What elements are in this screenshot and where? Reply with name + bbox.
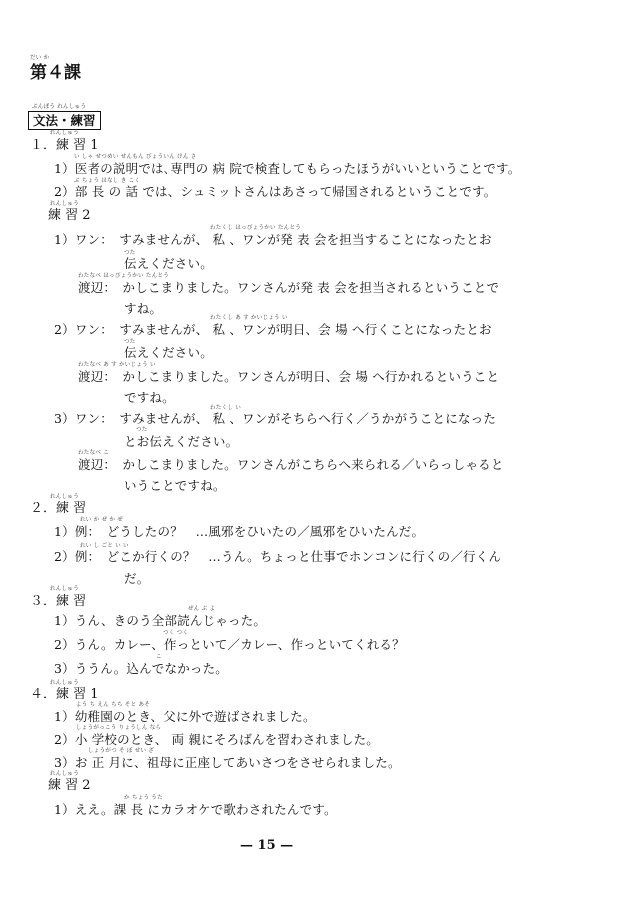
ruby-line: しょうがつ そ ぼ せい ざ (88, 748, 155, 754)
ruby-line: つた (124, 339, 136, 345)
ruby-line: れんしゅう (50, 494, 80, 500)
ruby-line: れい か ぜ か ぜ (80, 517, 123, 523)
dialogue-line: 1）ワン： すみませんが、 私 、ワンが発 表 会を担当することになったとお (54, 232, 492, 247)
exercise-heading: １．練 習 1 (30, 138, 99, 153)
sentence-line: 1）うん、きのう全部読んじゃった。 (54, 613, 267, 628)
dialogue-line: 伝えください。 (124, 345, 213, 360)
ruby-line: わたなべ こ (78, 450, 110, 456)
ruby-line: つく つく (163, 630, 189, 636)
page-number: — 15 — (240, 838, 294, 853)
exercise-heading: ４．練 習 1 (30, 687, 99, 702)
dialogue-line: 渡辺： かしこまりました。ワンさんが発 表 会を担当されるということで (78, 280, 500, 295)
section-ruby: ぶんぽう れんしゅう (32, 104, 87, 110)
exercise-heading: 練 習 2 (48, 778, 91, 793)
ruby-line: ぜん ぶ よ (188, 606, 216, 612)
sentence-line: 2）うん。カレー、作っといて／カレー、作っといてくれる？ (54, 637, 405, 652)
ruby-line: れんしゅう (50, 586, 80, 592)
sentence-line: 3）お 正 月に、祖母に正座してあいさつをさせられました。 (54, 755, 401, 770)
sentence-line: 1）例： どうしたの？ …風邪をひいたの／風邪をひいたんだ。 (54, 524, 425, 539)
dialogue-line: 3）ワン： すみませんが、 私 、ワンがそちらへ行く／うかがうことになった (54, 411, 497, 426)
sentence-line: 1）幼稚園のとき、父に外で遊ばされました。 (54, 709, 316, 724)
dialogue-line: 渡辺： かしこまりました。ワンさんが明日、会 場 へ行かれるということ (78, 369, 500, 384)
sentence-line: だ。 (124, 571, 150, 586)
ruby-line: い しゃ せつめい せんもん びょういん けん さ (74, 154, 197, 160)
sentence-line: 2）例： どこか行くの？ …うん。ちょっと仕事でホンコンに行くの／行くん (54, 549, 502, 564)
ruby-line: つた (124, 250, 136, 256)
dialogue-line: 2）ワン： すみませんが、 私 、ワンが明日、会 場 へ行くことになったとお (54, 322, 492, 337)
sentence-line: 1）医者の説明では､専門の 病 院で検査してもらったほうがいいということです。 (54, 161, 521, 176)
ruby-line: わたくし はっぴょうかい たんとう (210, 225, 302, 231)
exercise-heading: ３．練 習 (30, 594, 87, 609)
ruby-line: ぶ ちょう はなし き こく (74, 178, 141, 184)
sentence-line: 1）ええ。課 長 にカラオケで歌わされたんです。 (54, 802, 337, 817)
dialogue-line: 渡辺： かしこまりました。ワンさんがこちらへ来られる／いらっしゃると (78, 457, 504, 472)
lesson-title-ruby: だい か (30, 55, 50, 61)
dialogue-line: とお伝えください。 (124, 434, 239, 449)
ruby-line: わたなべ あ す かいじょう い (78, 362, 156, 368)
dialogue-line: 伝えください。 (124, 256, 213, 271)
ruby-line: こ (156, 654, 162, 660)
ruby-line: れんしゅう (50, 771, 80, 777)
ruby-line: れんしゅう (50, 201, 80, 207)
dialogue-line: いうことですね。 (124, 478, 226, 493)
sentence-line: 2）小 学校のとき、 両 親にそろばんを習わされました。 (54, 732, 379, 747)
ruby-line: わたくし あ す かいじょう い (210, 315, 288, 321)
dialogue-line: すね。 (124, 301, 163, 316)
ruby-line: か ちょう うた (124, 795, 163, 801)
sentence-line: 2）部 長 の 話 では、シュミットさんはあさって帰国されるということです。 (54, 184, 497, 199)
ruby-line: しょうがっこう りょうしん なら (76, 725, 162, 731)
lesson-title: 第４課 (30, 63, 81, 83)
ruby-line: れんしゅう (50, 130, 80, 136)
section-label: 文法・練習 (28, 111, 101, 130)
ruby-line: れい し ごと い い (80, 543, 129, 549)
ruby-line: よう ち えん ちち そと あそ (76, 702, 151, 708)
exercise-heading: 練 習 2 (48, 208, 91, 223)
exercise-heading: ２．練 習 (30, 501, 87, 516)
ruby-line: わたくし い (210, 405, 242, 411)
ruby-line: れんしゅう (50, 680, 80, 686)
dialogue-line: ですね。 (124, 390, 175, 405)
sentence-line: 3）ううん。込んでなかった。 (54, 661, 229, 676)
ruby-line: つた (136, 427, 148, 433)
ruby-line: わたなべ はっぴょうかい たんとう (78, 273, 170, 279)
